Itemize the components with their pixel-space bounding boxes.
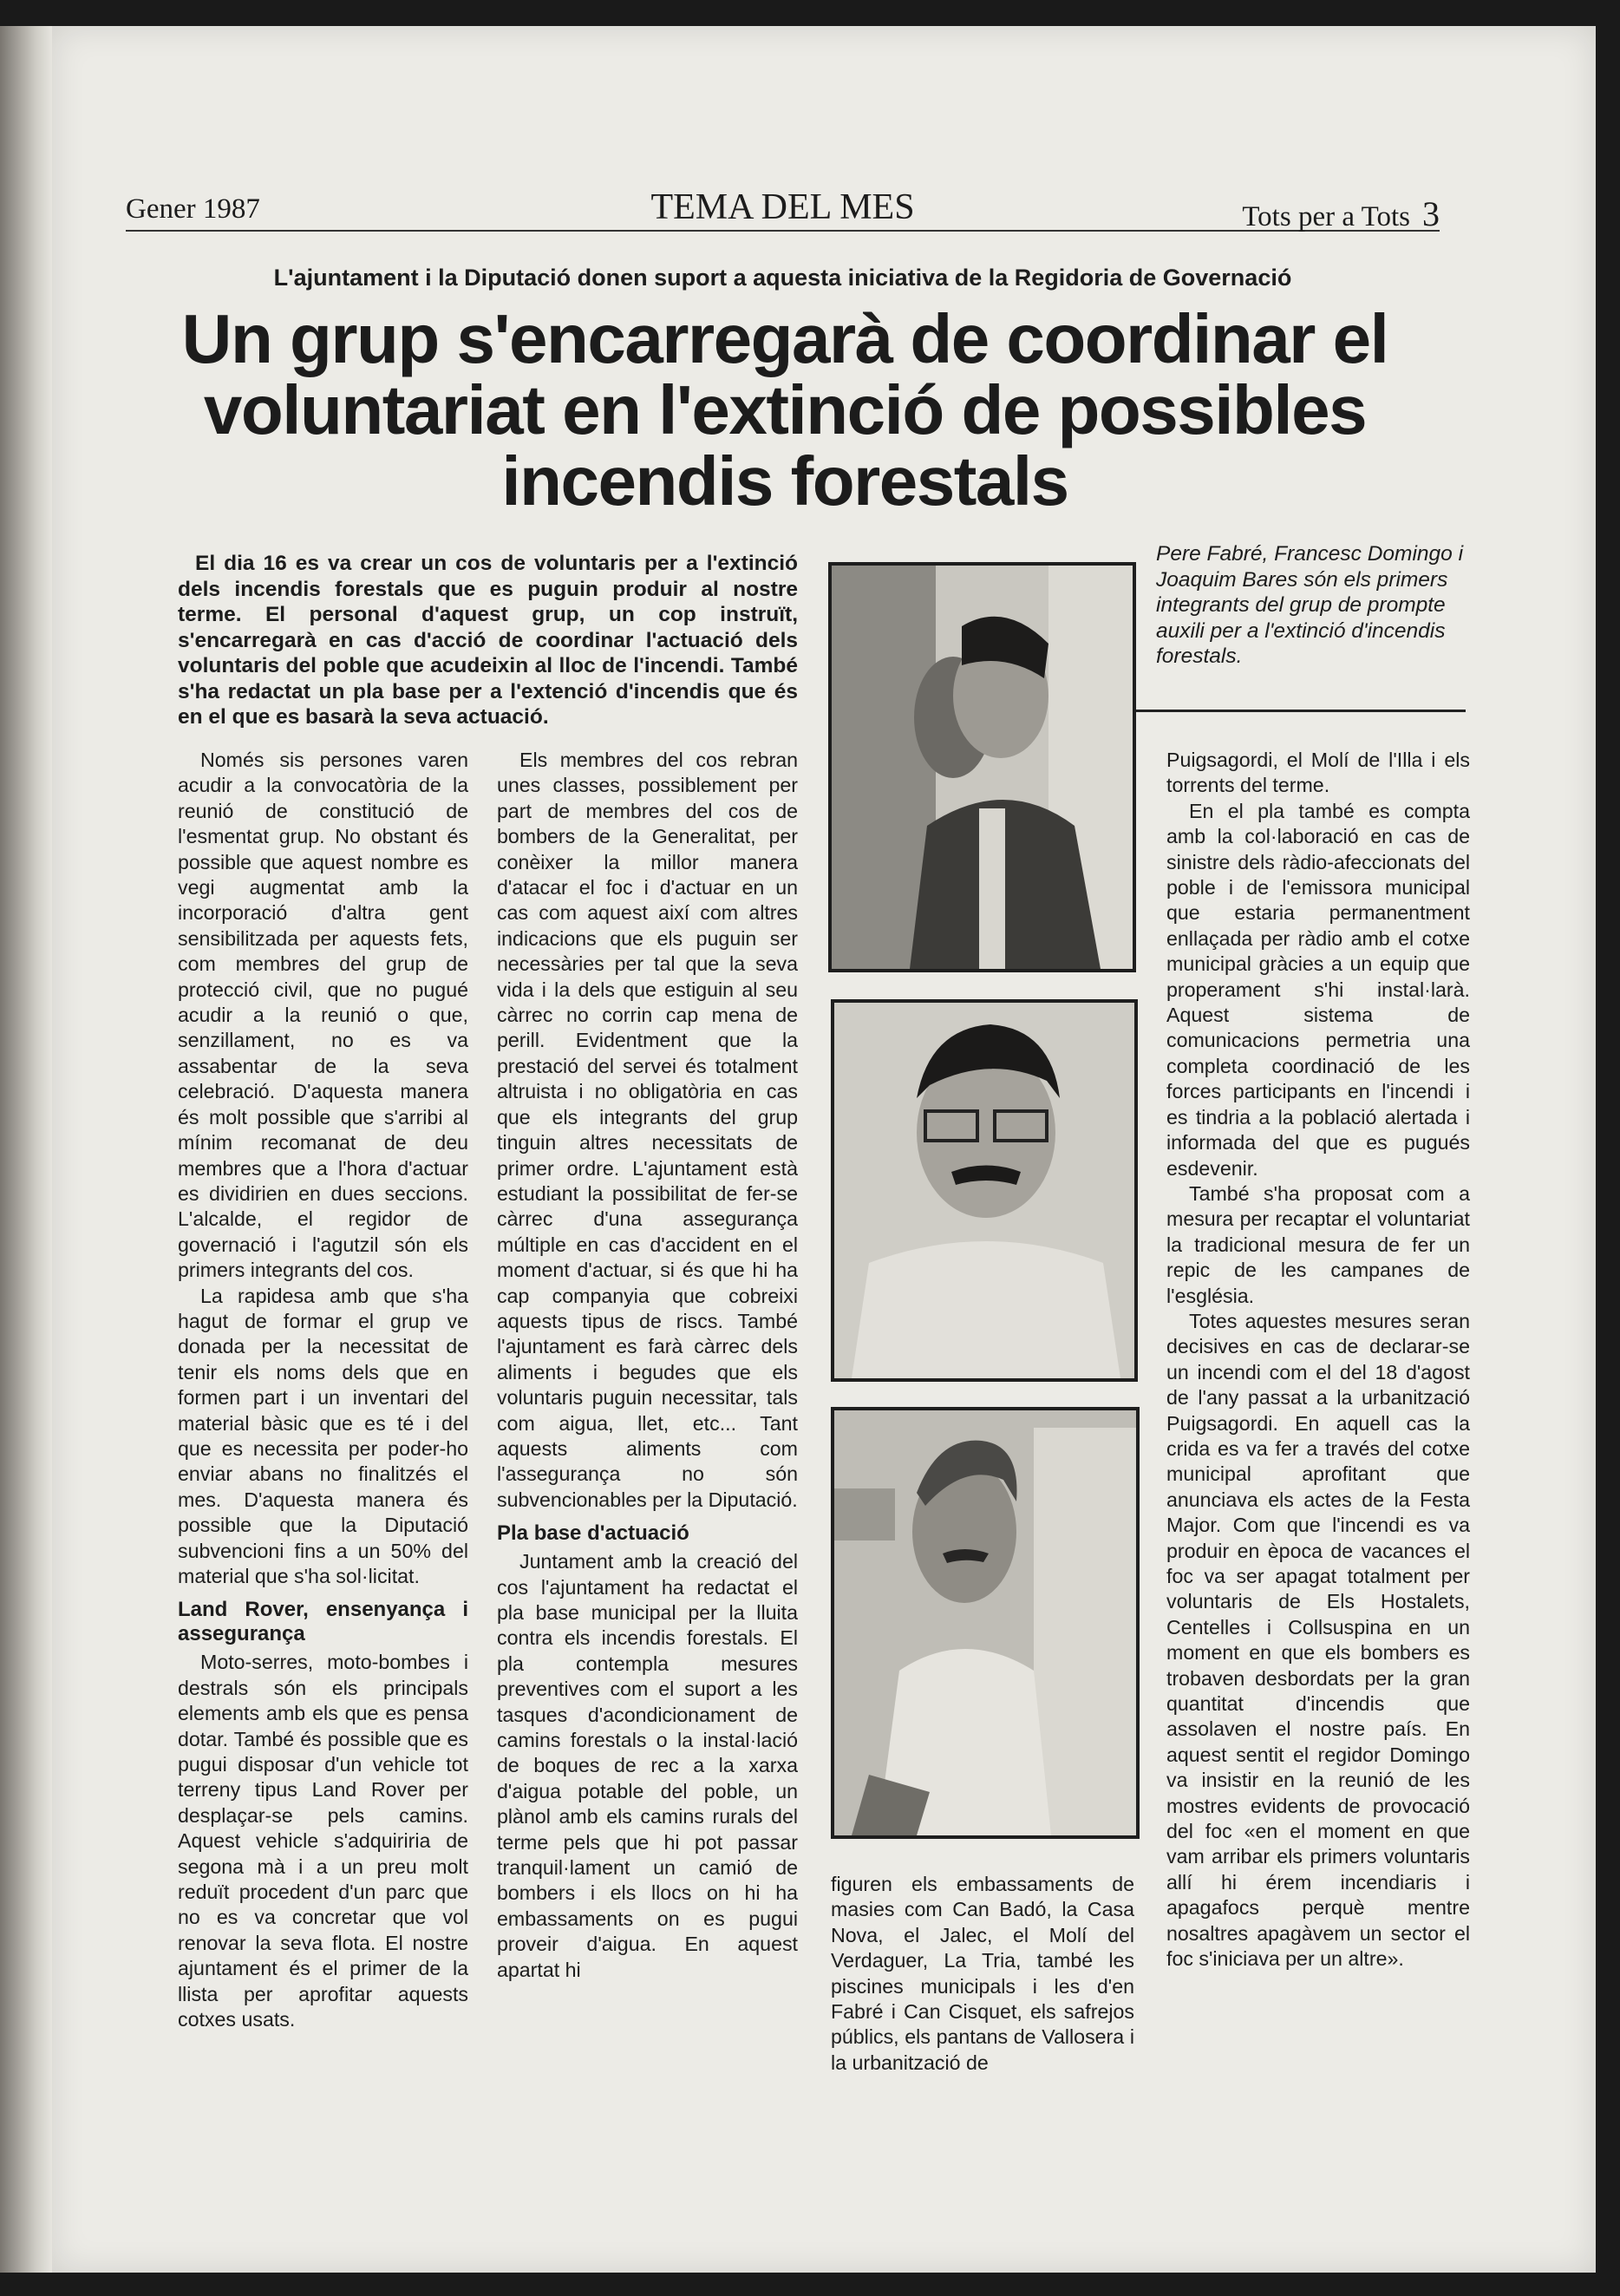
paragraph: Juntament amb la creació del cos l'ajuntament ha redactat el pla base municipal per la lluita contra els incendis forestals. El pla contempla mesures preventives com el suport a les tasques d'acondicionament de camins forestals o la instal·lació de boques de rec a la xarxa d'aigua potable del poble, un plànol amb els camins rurals del terme pels que hi pot passar tranquil·lament un camió de bombers i els llocs on hi ha embassaments on es pugui proveir d'aigua. En aquest apartat hi <box>497 1550 798 1981</box>
photo-francesc-domingo <box>831 999 1138 1382</box>
page-header <box>126 186 1440 232</box>
text-column-1 <box>178 748 468 2033</box>
text-column-3 <box>831 1872 1134 2076</box>
photo-pere-fabre <box>828 562 1136 972</box>
publication-name <box>1242 193 1440 234</box>
article-lead: El dia 16 es va crear un cos de voluntaris per a l'extinció dels incendis forestals que es puguin produir al nostre terme. El personal d'aquest grup, un cop instruït, s'encarregarà en cas d'acció de coordinar l'actuació dels voluntaris del poble que acudeixin al lloc de l'incendi. També s'ha redactat un pla base per a l'extenció d'incendis que és en el que es basarà la seva actuació. <box>178 552 798 729</box>
issue-date: Gener 1987 <box>126 193 260 225</box>
publication-title: Tots per a Tots <box>1242 201 1410 232</box>
photo-joaquim-bares <box>831 1407 1140 1839</box>
paragraph: Només sis persones varen acudir a la convocatòria de la reunió de constitució de l'esmentat grup. No obstant és possible que aquest nombre es vegi augmentat amb la incorporació d'altra gent sensibilitzada per aquests fets, com membres del grup de protecció civil, que no pugué acudir a la reunió o que, senzillament, no es va assabentar de la seva celebració. D'aquesta manera és molt possible que s'arribi al mínim recomanat de deu membres que a l'hora d'actuar es dividirien en dues seccions. L'alcalde, el regidor de governació i l'agutzil són els primers integrants del cos. <box>178 749 468 1282</box>
paragraph: figuren els embassaments de masies com Can Badó, la Casa Nova, el Jalec, el Molí del Verdaguer, La Tria, també les piscines municipals i les d'en Fabré i Can Cisquet, els safrejos públics, els pantans de Vallosera i la urbanització de <box>831 1873 1134 2074</box>
paragraph: Els membres del cos rebran unes classes, possiblement per part de membres del cos de bombers de la Generalitat, per conèixer la millor manera d'atacar el foc i d'actuar en un cas com aquest així com altres indicacions que els puguin ser necessàries per tal que la seva vida i la dels que estiguin al seu càrrec no corrin cap mena de perill. Evidentment que la prestació del servei és totalment altruista i no obligatòria en cas que els integrants del grup tinguin altres necessitats de primer ordre. L'ajuntament està estudiant la possibilitat de fer-se càrrec d'una assegurança múltiple en cas d'accident en el moment d'actuar, si és que hi ha cap companyia que cobreixi aquests tipus de riscs. També l'ajuntament es farà càrrec dels aliments i begudes que els voluntaris puguin necessitar, tals com aigua, llet, etc... Tant aquests aliments com l'assegurança no són subvencionables per la Diputació. <box>497 749 798 1511</box>
photo-caption: Pere Fabré, Francesc Domingo i Joaquim Bares són els primers integrants del grup de prompte auxili per a l'extinció d'incendis forestals. <box>1156 542 1464 669</box>
paragraph: Totes aquestes mesures seran decisives en cas de declarar-se un incendi com el del 18 d'agost de l'any passat a la urbanització Puigsagordi. En aquell cas la crida es va fer a través del cotxe municipal aprofitant que anunciava els actes de la Festa Major. Com que l'incendi es va produir en època de vacances el foc va ser apagat totalment per voluntaris de Els Hostalets, Centelles i Collsuspina en un moment en que els bombers es trobaven desbordats per la gran quantitat d'incendis que assolaven el nostre país. En aquest sentit el regidor Domingo va insistir en la reunió de les mostres evidents de provocació del foc «en el moment en que vam arribar els primers voluntaris allí hi érem incendiaris i apagafocs perquè mentre nosaltres apagàvem un sector el foc s'iniciava per un altre». <box>1166 1309 1470 1971</box>
paragraph: Moto-serres, moto-bombes i destrals són els principals elements amb els que es pensa dotar. També és possible que es pugui disposar d'un vehicle tot terreny tipus Land Rover per desplaçar-se pels camins. Aquest vehicle s'adquiriria de segona mà i a un preu molt reduït procedent d'un parc que no es va concretar que vol renovar la seva flota. El nostre ajuntament és el primer de la llista per aprofitar aquests cotxes usats. <box>178 1651 468 2031</box>
section-title: TEMA DEL MES <box>650 187 915 227</box>
subheading: Pla base d'actuació <box>497 1521 689 1546</box>
article-kicker: L'ajuntament i la Diputació donen suport a aquesta iniciativa de la Regidoria de Governació <box>273 265 1292 291</box>
paragraph: En el pla també es compta amb la col·laboració en cas de sinistre dels ràdio-afeccionats del poble i de l'emissora municipal que estaria permanentment enllaçada per ràdio amb el cotxe municipal gràcies a un equip que properament s'hi instal·larà. Aquest sistema de comunicacions permetria una completa coordinació de les forces participants en l'incendi i es tindria a la població alertada i informada del que es pugués esdevenir. <box>1166 799 1470 1180</box>
paragraph: Puigsagordi, el Molí de l'Illa i els torrents del terme. <box>1166 749 1470 797</box>
page-number: 3 <box>1422 194 1440 233</box>
portrait-icon <box>834 1410 1136 1835</box>
text-column-4 <box>1166 748 1470 1972</box>
text-column-2 <box>497 748 798 1983</box>
paragraph: També s'ha proposat com a mesura per recaptar el voluntariat la tradicional mesura de fer un repic de les campanes de l'església. <box>1166 1181 1470 1307</box>
article-headline: Un grup s'encarregarà de coordinar el voluntariat en l'extinció de possibles incendis forestals <box>181 300 1388 520</box>
subheading: Land Rover, ensenyança i assegurança <box>178 1598 468 1646</box>
binding-edge <box>0 26 52 2273</box>
paragraph: La rapidesa amb que s'ha hagut de formar el grup ve donada per la necessitat de tenir els noms dels que en formen part i un inventari del material bàsic que es té i del que es necessita per poder-ho enviar abans no finalitzés el mes. D'aquesta manera és possible que la Diputació subvencioni fins a un 50% del material que s'ha sol·licitat. <box>178 1284 468 1587</box>
caption-divider <box>1136 710 1466 712</box>
portrait-icon <box>834 1003 1134 1378</box>
portrait-icon <box>832 566 1133 969</box>
